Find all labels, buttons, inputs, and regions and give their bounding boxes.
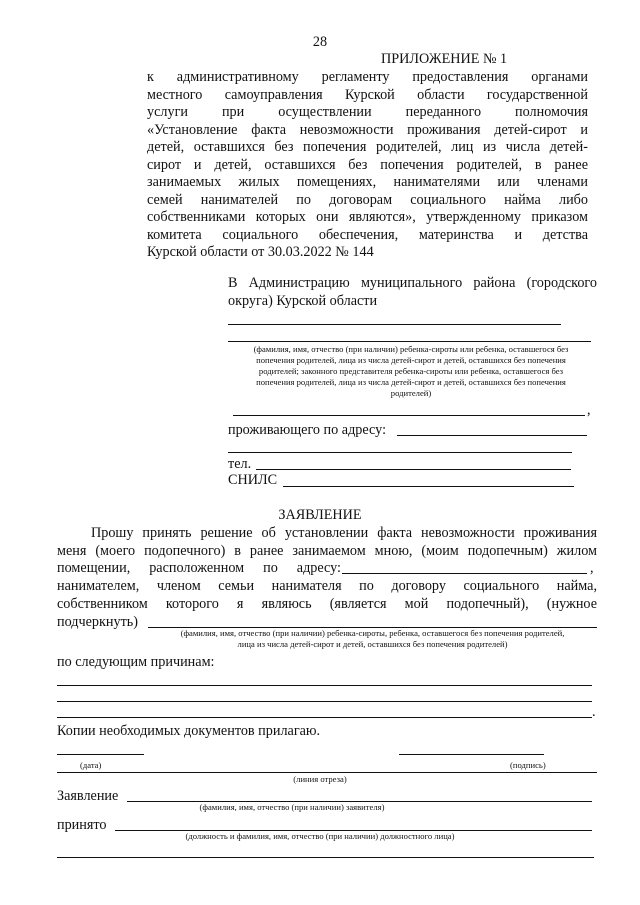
signature-field[interactable] [399, 754, 544, 755]
address-label: проживающего по адресу: [228, 422, 387, 438]
cut-line [57, 772, 597, 773]
statement-line: меня (моего подопечного) в ранее занимаемом мною, (моим подопечным) жилом [57, 543, 597, 559]
tel-field[interactable] [256, 469, 571, 470]
child-name-hint-line: (фамилия, имя, отчество (при наличии) ребенка-сироты, ребенка, оставшегося без попечения родителей, [180, 628, 565, 638]
appendix-line: Курской области от 30.03.2022 № 144 [147, 244, 374, 260]
comma: , [590, 560, 594, 576]
accepted-label: принято [57, 817, 107, 833]
statement-line: Прошу принять решение об установлении факта невозможности проживания [91, 525, 597, 541]
child-name-hint [145, 628, 600, 650]
comma: , [587, 402, 591, 418]
period: . [592, 704, 596, 720]
copies-text: Копии необходимых документов прилагаю. [57, 723, 321, 739]
address-field[interactable] [397, 435, 587, 436]
statement-line: подчеркнуть) [57, 614, 138, 630]
tel-label: тел. [228, 456, 252, 472]
appendix-line: услуги при осуществлении переданного полномочия [147, 104, 588, 120]
applicant-hint-line: родителей) [390, 388, 432, 398]
snils-field[interactable] [283, 486, 574, 487]
reasons-field[interactable] [57, 701, 592, 702]
appendix-line: сирот и детей, оставшихся без попечения родителей, в ранее [147, 156, 588, 173]
statement-line: собственником которого я являюсь (является мой подопечный), (нужное [57, 596, 597, 612]
statement-line: нанимателем, членом семьи нанимателя по договору социального найма, [57, 578, 597, 594]
statement-title: ЗАЯВЛЕНИЕ [278, 507, 362, 523]
date-field[interactable] [57, 754, 144, 755]
statement-line: помещении, расположенном по адресу: [57, 560, 341, 576]
appendix-title: ПРИЛОЖЕНИЕ № 1 [381, 51, 508, 67]
applicant-hint-line: попечения родителей, лица из числа детей-сирот и детей, оставшихся без попечения [256, 377, 566, 387]
child-name-hint-line: лица из числа детей-сирот и детей, оставшихся без попечения родителей) [237, 639, 508, 649]
applicant-hint-line: (фамилия, имя, отчество (при наличии) ребенка-сироты или ребенка, оставшегося без [253, 344, 569, 354]
addressee-line: округа) Курской области [228, 293, 378, 309]
date-hint: (дата) [80, 760, 102, 770]
appendix-line: местного самоуправления Курской области государственной [147, 86, 588, 103]
applicant-hint-line: родителей; законного представителя ребенка-сироты или ребенка, оставшегося без [258, 366, 564, 376]
snils-label: СНИЛС [228, 472, 278, 488]
signature-hint: (подпись) [510, 760, 546, 770]
appendix-line: детей, оставшихся без попечения родителей, лиц из числа детей- [147, 139, 588, 155]
appendix-line: семей нанимателей по договорам социального найма либо [147, 191, 588, 208]
applicant-name-field[interactable] [228, 341, 591, 342]
applicant-hint-line: попечения родителей, лица из числа детей-сирот и детей, оставшихся без попечения [256, 355, 566, 365]
cut-line-label: (линия отреза) [293, 774, 347, 784]
appendix-line: собственниками которых они являются», утвержденному приказом [147, 209, 588, 225]
reasons-field[interactable] [57, 685, 592, 686]
reasons-field[interactable] [57, 717, 592, 718]
applicant-extra-field[interactable] [233, 415, 585, 416]
official-field-continued[interactable] [57, 857, 594, 858]
property-address-field[interactable] [342, 573, 587, 574]
addressee-line: В Администрацию муниципального района (городского [228, 275, 597, 291]
applicant-name-field[interactable] [228, 324, 561, 325]
address-field-continued[interactable] [228, 452, 572, 453]
reasons-label: по следующим причинам: [57, 654, 215, 670]
appendix-line: комитета социального обеспечения, материнства и детства [147, 226, 588, 243]
receipt-statement-label: Заявление [57, 788, 119, 804]
appendix-line: «Установление факта невозможности проживания детей-сирот и [147, 121, 588, 138]
official-hint: (должность и фамилия, имя, отчество (при наличии) должностного лица) [185, 831, 455, 841]
page-number: 28 [312, 34, 328, 50]
appendix-line: занимаемых жилых помещениях, нанимателями или членами [147, 174, 588, 190]
appendix-reference [147, 69, 588, 262]
applicant-hint [228, 344, 594, 399]
appendix-line: к административному регламенту предоставления органами [147, 69, 588, 85]
receipt-applicant-hint: (фамилия, имя, отчество (при наличии) заявителя) [199, 802, 385, 812]
